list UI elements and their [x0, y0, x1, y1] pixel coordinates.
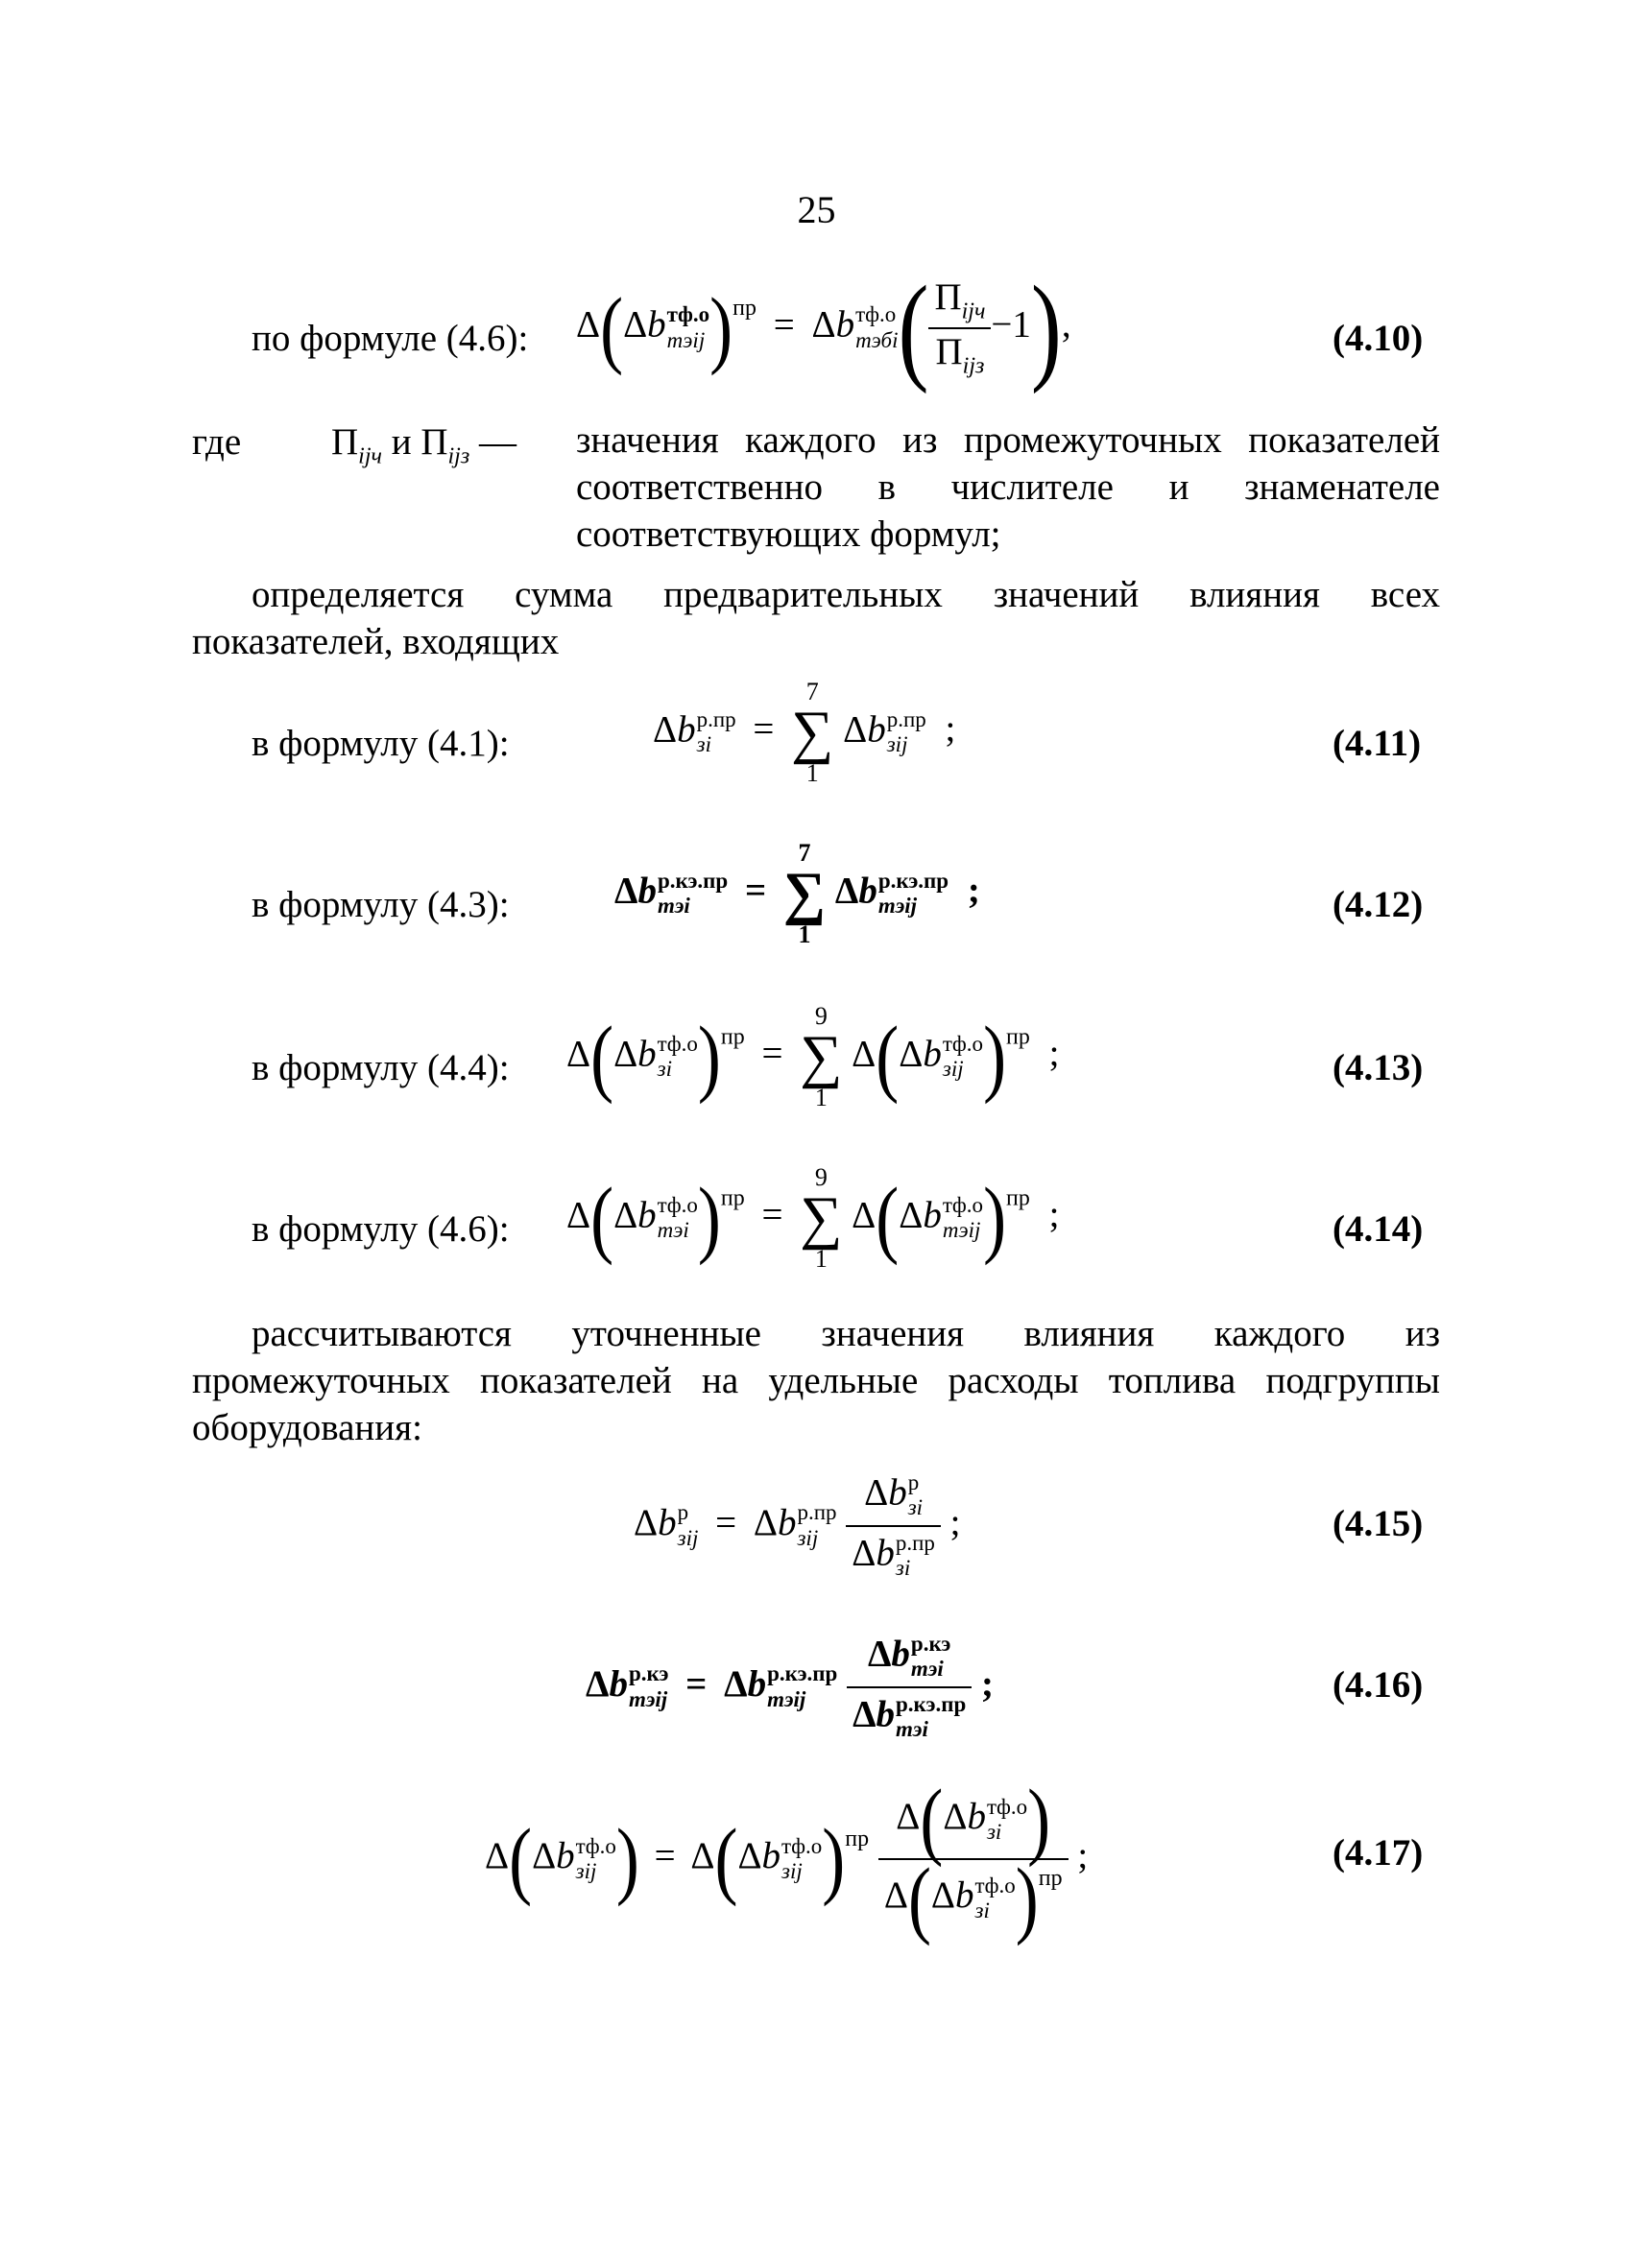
eq-number-4-14: (4.14)	[1333, 1208, 1424, 1250]
eq-number-4-11: (4.11)	[1333, 723, 1422, 764]
eq-number-4-17: (4.17)	[1333, 1832, 1424, 1874]
paragraph-refined: рассчитываются уточненные значения влияния каждого из промежуточных показателей на удельные расходы топлива подгруппы оборудования:	[192, 1313, 1440, 1448]
formula-4-12: Δb р.кэ.пр тэi = 7 ∑ 1 Δb р.кэ.пр тэij ;	[614, 839, 980, 948]
sum-symbol: 7 ∑ 1	[791, 678, 834, 787]
formula-4-17: Δ(Δb тф.о зij ) = Δ(Δb тф.о зij )$^{пр}$ Δ(Δb тф.о зi ) Δ(Δb тф.о зi )$^{пр}$ ;	[485, 1772, 1089, 1946]
eq-number-4-13: (4.13)	[1333, 1047, 1424, 1088]
eq-4-13-label: в формулу (4.4):	[252, 1047, 510, 1088]
eq-4-14-label: в формулу (4.6):	[252, 1208, 510, 1250]
where-description: значения каждого из промежуточных показателей соответственно в числителе и знаменателе соответствующих формул;	[576, 419, 1440, 555]
eq-4-12-label: в формулу (4.3):	[252, 884, 510, 925]
eq-4-11-label: в формулу (4.1):	[252, 723, 510, 764]
formula-4-16: Δb р.кэ тэij = Δb р.кэ.пр тэij Δb р.кэ тэi Δb р.кэ.пр тэi ;	[586, 1632, 994, 1742]
formula-4-15: Δb р зij = Δb р.пр зij Δb р зi Δb р.пр зi ;	[634, 1470, 961, 1581]
formula-4-14: Δ(Δb тф.о тэi )$^{пр}$ = 9 ∑ 1 Δ(Δb тф.о тэij )$^{пр}$ ;	[566, 1163, 1060, 1273]
where-symbols: $П_{ijч}$ и $П_{ijз}$ —	[331, 421, 516, 469]
eq-4-10-intro: по формуле (4.6):	[252, 318, 529, 359]
eq-number-4-15: (4.15)	[1333, 1503, 1424, 1544]
formula-4-13: Δ(Δb тф.о зi )$^{пр}$ = 9 ∑ 1 Δ(Δb тф.о зij )$^{пр}$ ;	[566, 1002, 1060, 1111]
eq-number-4-16: (4.16)	[1333, 1664, 1424, 1706]
paragraph-sum: определяется сумма предварительных значений влияния всех показателей, входящих	[192, 574, 1440, 662]
eq-number-4-10: (4.10)	[1333, 318, 1424, 359]
page-number: 25	[797, 188, 836, 231]
where-label: где	[192, 421, 242, 463]
formula-4-10: Δ(Δb тф.о тэij )$^{пр}$ = Δb тф.о тэбi ( $\frac{П_{ijч}}{П_{ijз}}$ −1),	[576, 260, 1071, 394]
formula-4-11: Δb р.пр зi = 7 ∑ 1 Δb р.пр зij ;	[653, 678, 956, 787]
eq-number-4-12: (4.12)	[1333, 884, 1424, 925]
